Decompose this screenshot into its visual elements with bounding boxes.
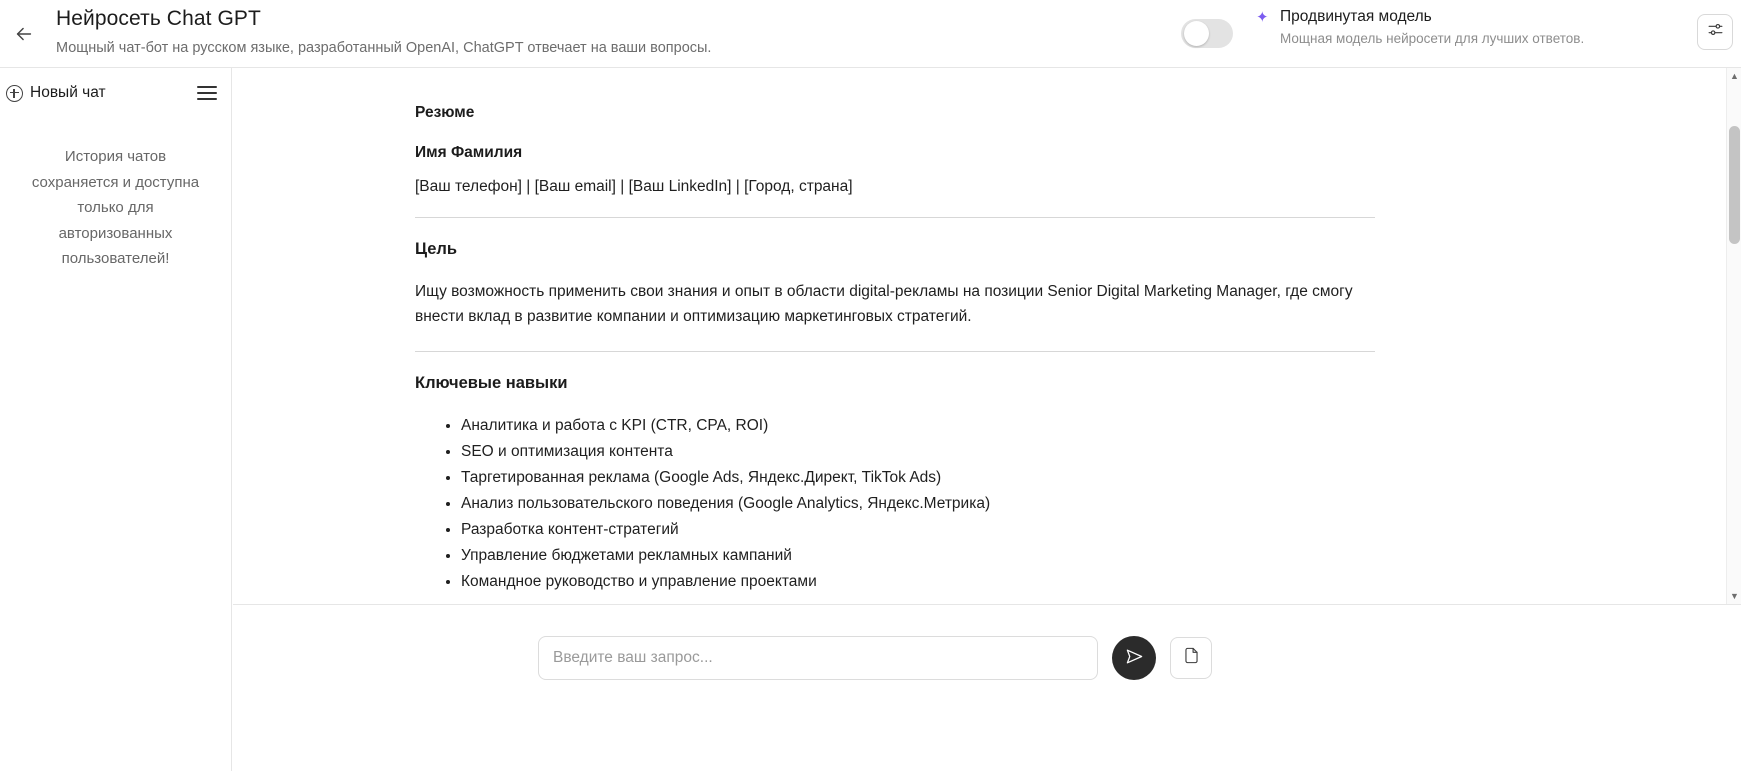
hamburger-icon[interactable]	[197, 86, 217, 100]
chevron-down-icon[interactable]: ▼	[1730, 591, 1739, 601]
advanced-model-toggle-wrap	[1181, 19, 1233, 49]
attach-document-button[interactable]	[1170, 637, 1212, 679]
chat-message-area	[233, 68, 1741, 604]
new-chat-label: Новый чат	[30, 84, 106, 101]
settings-button[interactable]	[1697, 14, 1733, 50]
plus-circle-icon	[6, 85, 23, 102]
chevron-up-icon[interactable]: ▲	[1730, 71, 1739, 81]
toggle-knob	[1184, 21, 1209, 46]
list-item: • Аналитика и работа с KPI (CTR, CPA, ROI)	[461, 413, 1375, 439]
page-title: Нейросеть Chat GPT	[56, 7, 261, 30]
skills-heading: Ключевые навыки	[415, 374, 568, 392]
send-button[interactable]	[1112, 636, 1156, 680]
chat-input[interactable]	[538, 636, 1098, 680]
list-item: • SEO и оптимизация контента	[461, 439, 1375, 465]
advanced-model-info	[1256, 8, 1686, 46]
goal-text: Ищу возможность применить свои знания и опыт в области digital-рекламы на позиции Senior Digital Marketing Manager, где смогу внести вклад в развитие компании и оптимизацию маркетинговых стратегий.	[415, 283, 1353, 325]
assistant-message	[415, 68, 1375, 595]
skills-list	[415, 413, 1375, 595]
goal-heading: Цель	[415, 240, 458, 258]
candidate-name-heading: Имя Фамилия	[415, 144, 523, 161]
advanced-model-description: Мощная модель нейросети для лучших ответов.	[1280, 31, 1585, 46]
document-icon	[1182, 646, 1201, 670]
back-arrow-icon[interactable]	[8, 18, 40, 50]
composer	[233, 604, 1741, 771]
list-item: • Анализ пользовательского поведения (Google Analytics, Яндекс.Метрика)	[461, 491, 1375, 517]
list-item: • Управление бюджетами рекламных кампаний	[461, 543, 1375, 569]
chat-history-note: История чатов сохраняется и доступна только для авторизованных пользователей!	[31, 148, 200, 267]
send-icon	[1125, 647, 1144, 669]
new-chat-button[interactable]	[6, 84, 106, 102]
sliders-icon	[1706, 20, 1725, 44]
advanced-model-toggle[interactable]	[1181, 19, 1233, 48]
app-header	[0, 0, 1741, 68]
divider	[415, 351, 1375, 352]
resume-heading: Резюме	[415, 104, 475, 121]
contact-line: [Ваш телефон] | [Ваш email] | [Ваш LinkedIn] | [Город, страна]	[415, 178, 853, 195]
list-item: • Разработка контент-стратегий	[461, 517, 1375, 543]
title-block	[56, 6, 711, 58]
sidebar	[0, 68, 232, 771]
divider	[415, 217, 1375, 218]
advanced-model-title: Продвинутая модель	[1280, 8, 1432, 25]
list-item: • Таргетированная реклама (Google Ads, Яндекс.Директ, TikTok Ads)	[461, 465, 1375, 491]
scrollbar-thumb[interactable]	[1729, 126, 1740, 244]
sidebar-header	[0, 68, 231, 102]
chat-scrollbar[interactable]	[1726, 68, 1741, 604]
page-subtitle: Мощный чат-бот на русском языке, разработанный OpenAI, ChatGPT отвечает на ваши вопросы.	[56, 40, 712, 56]
sparkle-icon: ✦	[1256, 8, 1269, 26]
list-item: • Командное руководство и управление проектами	[461, 569, 1375, 595]
